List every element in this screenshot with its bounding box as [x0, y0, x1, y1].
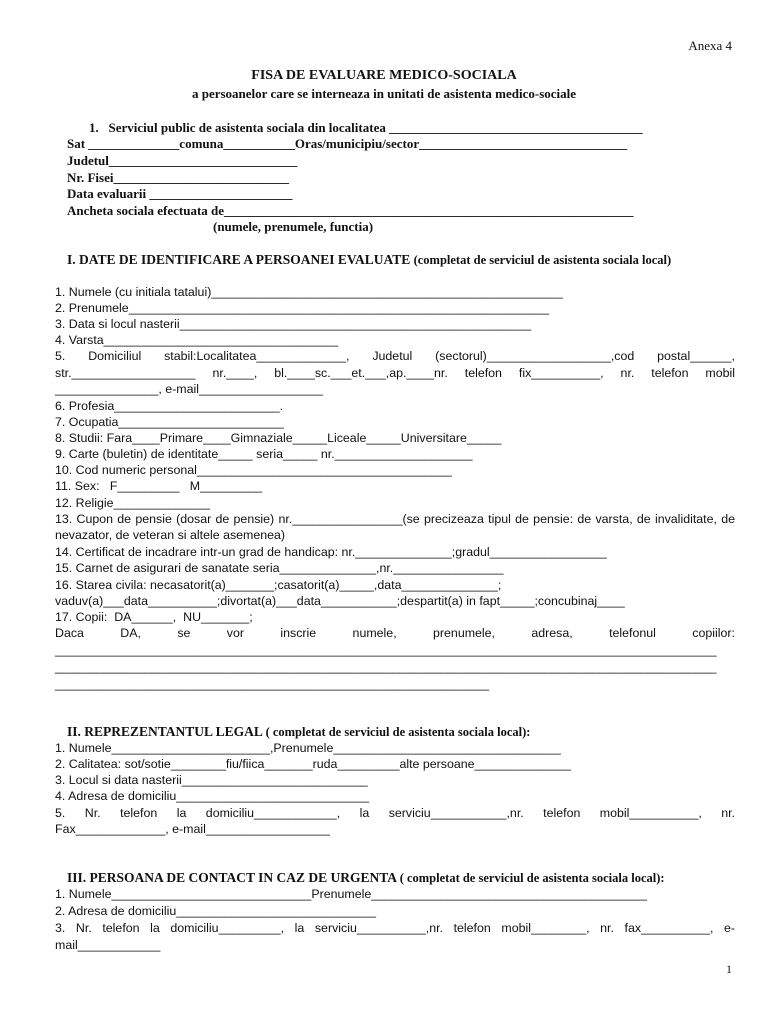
pension-coupon-field[interactable]: 13. Cupon de pensie (dosar de pensie) nr.________________(se precizeaza tipul de pensie: de varsta, de invaliditate, de [55, 512, 735, 526]
first-name-field[interactable]: 2. Prenumele_____________________________________________________________ [55, 301, 550, 315]
section3-heading: III. PERSOANA DE CONTACT IN CAZ DE URGENTA ( completat de serviciul de asistenta sociala local): [67, 870, 665, 885]
pension-note: nevazator, de veteran si altele asemenea) [55, 528, 286, 542]
children-line-1[interactable]: ________________________________________________________________________________________________ [55, 643, 717, 657]
file-number-field[interactable]: Nr. Fisei___________________________ [67, 170, 289, 185]
emergency-contact-name-field[interactable]: 1. Numele_____________________________Prenumele________________________________________ [55, 887, 647, 901]
personal-code-field[interactable]: 10. Cod numeric personal_____________________________________ [55, 463, 452, 477]
section1-heading: I. DATE DE IDENTIFICARE A PERSOANEI EVALUATE (completat de serviciul de asistenta sociala local) [67, 252, 672, 267]
children-note: Daca DA, se vor inscrie numele, prenumele, adresa, telefonul copiilor: [55, 626, 735, 640]
service-locality-field[interactable]: 1. Serviciul public de asistenta sociala din localitatea _______________________________________ [89, 120, 643, 135]
social-inquiry-hint: (numele, prenumele, functia) [213, 219, 374, 234]
children-field[interactable]: 17. Copii: DA______, NU_______; [55, 610, 253, 624]
legal-rep-address-field[interactable]: 4. Adresa de domiciliu____________________________ [55, 789, 370, 803]
profession-field[interactable]: 6. Profesia________________________. [55, 399, 284, 413]
occupation-field[interactable]: 7. Ocupatia________________________ [55, 415, 284, 429]
social-inquiry-by-field[interactable]: Ancheta sociala efectuata de_______________________________________________________________ [67, 203, 634, 218]
children-line-3[interactable]: _______________________________________________________________ [55, 677, 490, 691]
domicile-email-field[interactable]: _______________, e-mail__________________ [55, 382, 324, 396]
legal-rep-birth-field[interactable]: 3. Locul si data nasterii___________________________ [55, 773, 368, 787]
emergency-contact-address-field[interactable]: 2. Adresa de domiciliu_____________________________ [55, 904, 377, 918]
studies-field[interactable]: 8. Studii: Fara____Primare____Gimnaziale_____Liceale_____Universitare_____ [55, 431, 502, 445]
form-title: FISA DE EVALUARE MEDICO-SOCIALA [251, 68, 517, 83]
emergency-contact-phone-field[interactable]: 3. Nr. telefon la domiciliu_________, la serviciu__________,nr. telefon mobil________, nr. fax__________, e- [55, 921, 735, 935]
legal-rep-quality-field[interactable]: 2. Calitatea: sot/sotie________fiu/fiica_______ruda_________alte persoane______________ [55, 757, 572, 771]
domicile-line-1[interactable]: 5. Domiciliul stabil:Localitatea_____________, Judetul (sectorul)__________________,cod postal______, [55, 349, 735, 363]
health-insurance-field[interactable]: 15. Carnet de asigurari de sanatate seria______________,nr.________________ [55, 561, 504, 575]
religion-field[interactable]: 12. Religie______________ [55, 496, 211, 510]
domicile-line-2[interactable]: str.__________________ nr.____, bl.____sc.___et.___,ap.____nr. telefon fix__________, nr. telefon mobil [55, 366, 735, 380]
county-field[interactable]: Judetul_____________________________ [67, 153, 298, 168]
village-commune-city-field[interactable]: Sat ______________comuna___________Oras/municipiu/sector________________________________ [67, 136, 628, 151]
form-subtitle: a persoanelor care se interneaza in unitati de asistenta medico-sociale [191, 86, 577, 101]
civil-status-field-2[interactable]: vaduv(a)___data__________;divortat(a)___data___________;despartit(a) in fapt_____;concubinaj____ [55, 594, 625, 608]
civil-status-field[interactable]: 16. Starea civila: necasatorit(a)_______;casatorit(a)_____,data______________; [55, 578, 502, 592]
children-line-2[interactable]: ________________________________________________________________________________________________ [55, 660, 717, 674]
age-field[interactable]: 4. Varsta__________________________________ [55, 333, 338, 347]
evaluation-date-field[interactable]: Data evaluarii ______________________ [67, 186, 293, 201]
section2-heading: II. REPREZENTANTUL LEGAL ( completat de serviciul de asistenta sociala local): [67, 724, 531, 739]
birth-date-place-field[interactable]: 3. Data si locul nasterii___________________________________________________ [55, 317, 532, 331]
handicap-certificate-field[interactable]: 14. Certificat de incadrare intr-un grad de handicap: nr.______________;gradul_________________ [55, 545, 607, 559]
page-number: 1 [726, 962, 732, 976]
identity-card-field[interactable]: 9. Carte (buletin) de identitate_____ seria_____ nr.____________________ [55, 447, 473, 461]
sex-field[interactable]: 11. Sex: F_________ M_________ [55, 479, 263, 493]
name-field[interactable]: 1. Numele (cu initiala tatalui)___________________________________________________ [55, 285, 563, 299]
legal-rep-name-field[interactable]: 1. Numele_______________________,Prenumele_________________________________ [55, 741, 561, 755]
emergency-contact-email-field[interactable]: mail____________ [55, 938, 161, 952]
legal-rep-fax-email-field[interactable]: Fax_____________, e-mail__________________ [55, 822, 330, 836]
legal-rep-phone-field[interactable]: 5. Nr. telefon la domiciliu____________, la serviciu___________,nr. telefon mobil__________, nr. [55, 806, 735, 820]
annex-label: Anexa 4 [688, 38, 732, 53]
